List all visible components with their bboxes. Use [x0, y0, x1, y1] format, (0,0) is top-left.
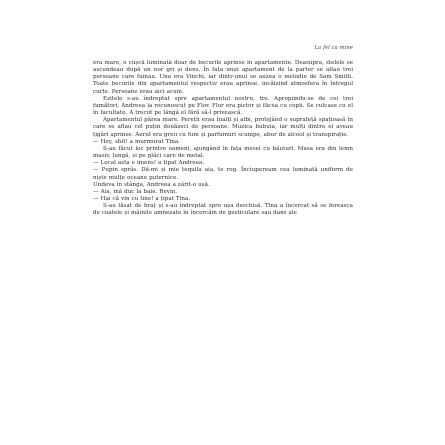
- dialogue-line: — Aia, mă duc la baie. Revin.: [93, 188, 178, 195]
- dialogue-line: — Local asta e imens! a țipat Andreea.: [93, 160, 205, 167]
- paragraph: Apartamentul părea mare. Pereții erau înalți și albi, protejând o suprafeță spațioasă în care se aflau cel puțin douăzeci de persoane. Muzica bubuia, iar mulți dintre ei aveau țigări aprinse. Aerul era greu cu fum și parfumuri scumpe, abur de alcool și transpirație.: [93, 117, 353, 138]
- paragraph: S-au lăsat de braț și s-au îndreptat spre ușa deschisă. Tina a încercat să se fereasca de coatele și mâinile amnezate în încercăm de gesticulare sau dans ale: [93, 203, 353, 217]
- paragraph: Ezitele s-au îndreptat spre apartamentul nostru, tre. Apropiindu-se de cei trei fumători, Andreea la recunoscut pe Flor. Flor era pictor și făcea cu copii. Se culcase cu el în facultate. A trecut pe lângă el fără să-l privească.: [93, 95, 353, 117]
- paragraph: era mare, o cușcă luminată doar de becurile aprinse în apartamente. Deasupra, stelele se ascundeau după un nor gri și dens. În fața unui apartament de la parter se aflau trei persoane care fumau. Una era Vinchi, iar dintr-unul se auzea o melodie de Sam Smith. Toate becurile din apartamentul respectiv erau aprinse, incălzind atmosfera în întregul curte. Persoane erau aici acum.: [93, 60, 353, 95]
- running-header: La fel ca mine: [314, 45, 353, 51]
- paragraph: S-au făcut loc printre oameni, ajungând în fața mesei cu băuturi. Masa era din lemn masiv, lungă, și pe plăci care de metal.: [93, 145, 353, 160]
- body-text: [93, 60, 353, 430]
- dialogue-line: — Hai că vin cu tine! a țipat Tina.: [93, 195, 191, 202]
- dialogue-line: — Pupin sprâs. Dă-mi și mie tequila aia, te rog. Înciupeream cea luminată uniform de niște mulțe oceane puternice.: [93, 167, 353, 181]
- paragraph: Undeva în stânga, Andreea a zărit-o ușă.: [93, 181, 210, 188]
- dialogue-line: — Hey, shit! a murmurat Tina.: [93, 138, 180, 145]
